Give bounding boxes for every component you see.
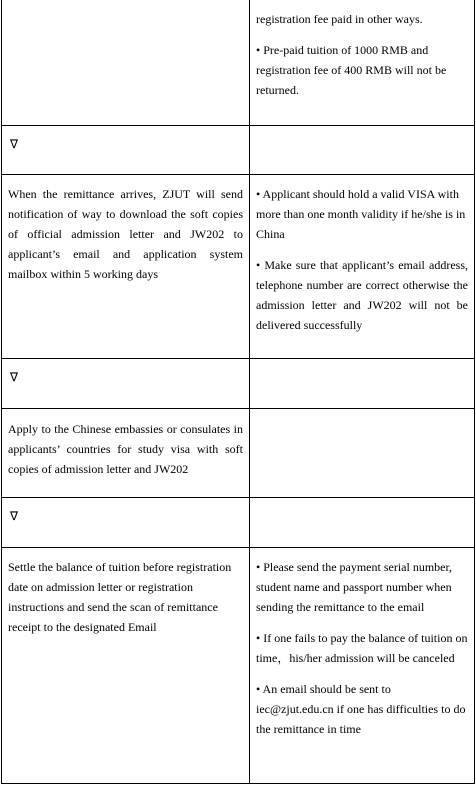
row-6-right-text-2: • An email should be sent to iec@zjut.edu.cn if one has difficulties to do the remittance in time [256, 681, 466, 736]
row-6-right-cell [250, 547, 475, 783]
row-4-left-text-0: Apply to the Chinese embassies or consulates in applicants’ countries for study visa with soft copies of admission letter and JW202 [8, 421, 243, 476]
row-4-right-cell [250, 408, 475, 497]
row-0-right-text-0: registration fee paid in other ways. [256, 12, 423, 26]
row-2-right-text-0: • Applicant should hold a valid VISA with more than one month validity if he/she is in China [256, 186, 466, 241]
row-6-left-text-0: Settle the balance of tuition before registration date on admission letter or registration instructions and send the scan of remittance receipt to the designated Email [8, 559, 232, 634]
row-0-right-text-1: • Pre-paid tuition of 1000 RMB and registration fee of 400 RMB will not be returned. [256, 43, 447, 97]
table-row [2, 547, 475, 783]
row-2-right-cell [250, 174, 475, 358]
table-row [2, 0, 475, 125]
row-1-left-cell [2, 125, 250, 174]
row-4-left-cell [2, 408, 250, 497]
row-6-right-text-1: • If one fails to pay the balance of tuition on time，his/her admission will be canceled [256, 630, 468, 665]
row-5-left-cell [2, 497, 250, 547]
down-arrow-icon: ∇ [10, 369, 19, 384]
row-2-right-text-1: • Make sure that applicant’s email address, telephone number are correct otherwise the admission letter and JW202 will not be delivered successfully [256, 257, 468, 332]
table-row [2, 125, 475, 174]
row-3-right-cell [250, 358, 475, 408]
process-table [1, 0, 475, 784]
row-2-left-text-0: When the remittance arrives, ZJUT will send notification of way to download the soft copies of official admission letter and JW202 to applicant’s email and application system mailbox within 5 working days [8, 186, 243, 281]
row-0-left-cell [2, 0, 250, 125]
down-arrow-icon: ∇ [10, 508, 19, 523]
row-6-left-cell [2, 547, 250, 783]
table-row [2, 358, 475, 408]
table-row [2, 174, 475, 358]
row-5-right-cell [250, 497, 475, 547]
row-0-right-cell [250, 0, 475, 125]
row-2-left-cell [2, 174, 250, 358]
down-arrow-icon: ∇ [10, 136, 19, 151]
table-row [2, 408, 475, 497]
table-row [2, 497, 475, 547]
row-6-right-text-0: • Please send the payment serial number, student name and passport number when sending the remittance to the email [256, 559, 452, 614]
row-1-right-cell [250, 125, 475, 174]
row-3-left-cell [2, 358, 250, 408]
